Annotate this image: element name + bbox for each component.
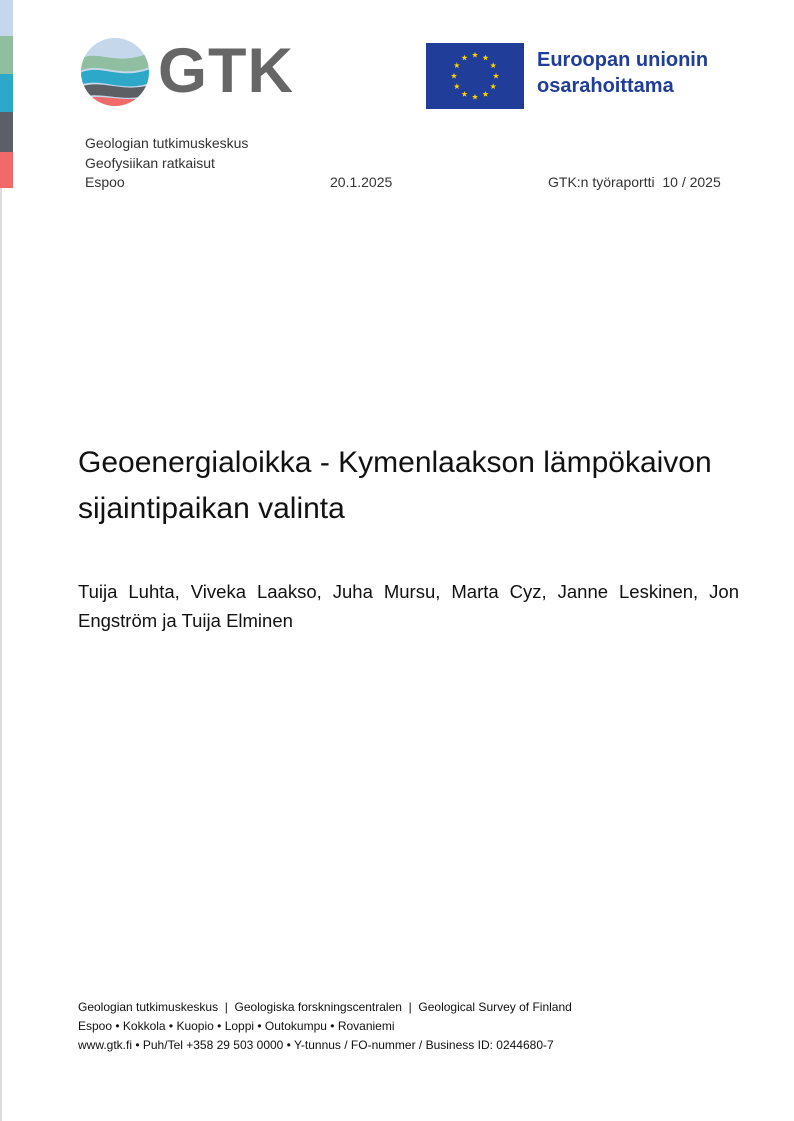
title-line1: Geoenergialoikka - Kymenlaakson lämpökaivon xyxy=(78,446,712,479)
report-number: GTK:n työraportti 10 / 2025 xyxy=(548,174,721,190)
footer-line1: Geologian tutkimuskeskus | Geologiska forskningscentralen | Geological Survey of Finland xyxy=(78,1000,572,1014)
strip-segment xyxy=(0,112,13,152)
eu-cofunding xyxy=(426,43,746,109)
strip-segment xyxy=(0,74,13,112)
title-line2: sijaintipaikan valinta xyxy=(78,492,345,525)
logo-wordmark: GTK xyxy=(158,36,294,106)
city: Espoo xyxy=(85,174,125,190)
strip-segment xyxy=(0,152,13,188)
strip-segment xyxy=(0,36,13,74)
eu-flag-icon xyxy=(426,43,524,109)
page-title xyxy=(78,440,748,532)
eu-label-line2: osarahoittama xyxy=(537,75,674,97)
eu-label xyxy=(537,47,708,99)
eu-label-line1: Euroopan unionin xyxy=(537,49,709,71)
gtk-logo xyxy=(80,37,306,107)
strip-segment xyxy=(0,0,13,36)
org-name: Geologian tutkimuskeskus xyxy=(85,135,249,151)
footer-line3: www.gtk.fi • Puh/Tel +358 29 503 0000 • Y-tunnus / FO-nummer / Business ID: 0244680-7 xyxy=(78,1038,554,1052)
date: 20.1.2025 xyxy=(330,174,393,190)
gtk-wave-icon xyxy=(80,37,150,107)
footer-line2: Espoo • Kokkola • Kuopio • Loppi • Outokumpu • Rovaniemi xyxy=(78,1019,395,1033)
authors: Tuija Luhta, Viveka Laakso, Juha Mursu, Marta Cyz, Janne Leskinen, Jon Engström ja Tuija Elminen xyxy=(78,581,739,631)
unit-name: Geofysiikan ratkaisut xyxy=(85,155,215,171)
strip-segment xyxy=(0,188,2,1121)
